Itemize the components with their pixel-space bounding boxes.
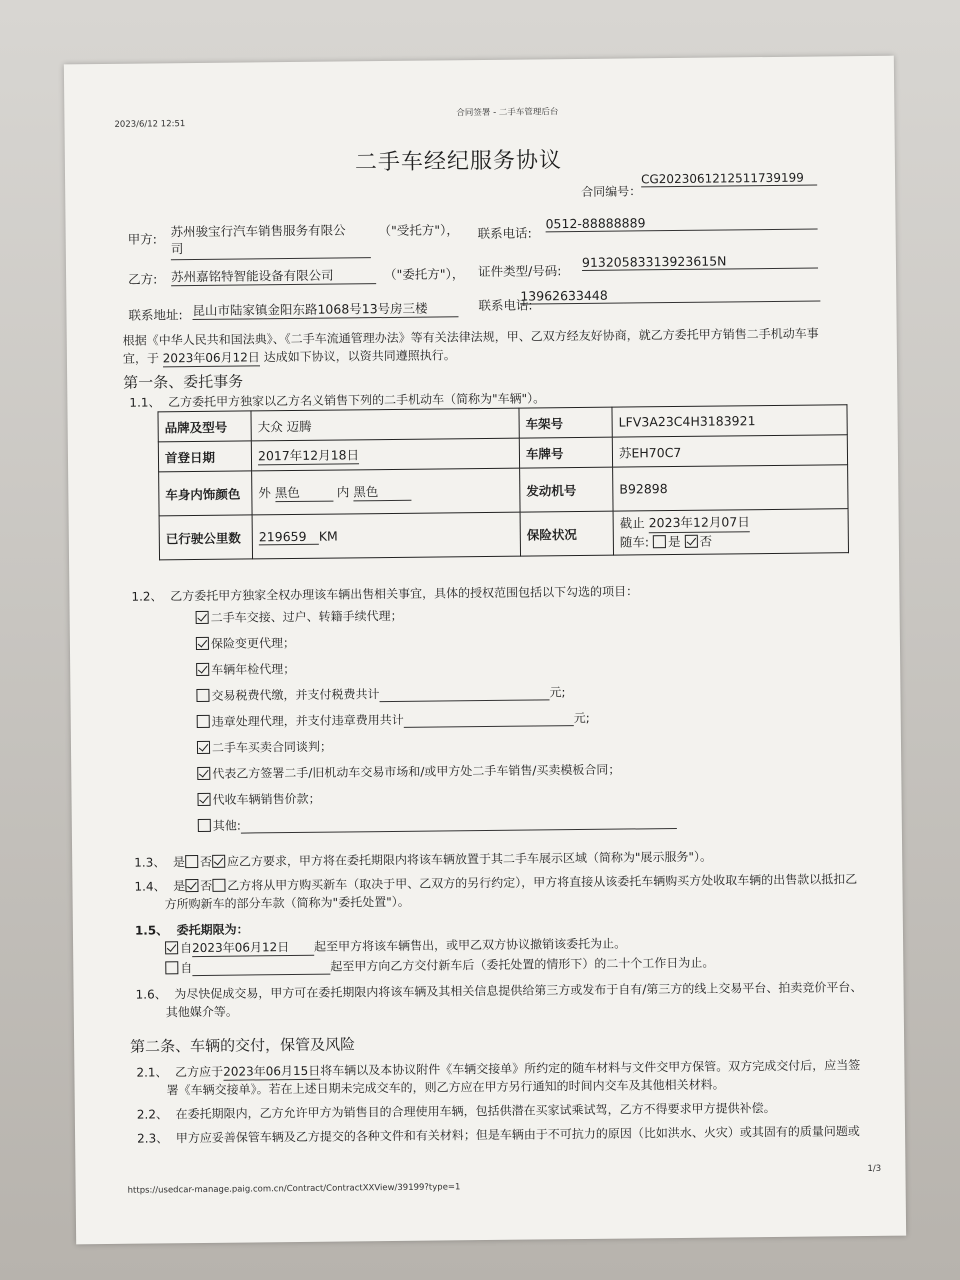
option-insurance-change: 保险变更代理； — [196, 634, 295, 652]
clause-1-2: 1.2、 乙方委托甲方独家全权办理该车辆出售相关事宜，具体的授权范围包括以下勾选的项目： — [131, 584, 639, 604]
with-car-yes-checkbox[interactable] — [653, 535, 666, 548]
clause-1-1: 1.1、 乙方委托甲方独家以乙方名义销售下列的二手机动车（简称为"车辆"）。 — [129, 391, 546, 410]
vehicle-info-table — [157, 404, 849, 560]
print-timestamp: 2023/6/12 12:51 — [114, 119, 186, 130]
value-vin: LFV3A23C4H3183921 — [612, 405, 847, 437]
party-a-phone-label: 联系电话: — [477, 225, 532, 242]
party-a-phone: 0512-88888889 — [545, 213, 817, 232]
label-color: 车身内饰颜色 — [159, 471, 252, 516]
party-b-name: 苏州嘉铭特智能设备有限公司 — [171, 265, 376, 286]
clause-2-1: 2.1、 乙方应于2023年06月15日将车辆以及本协议附件《车辆交接单》所约定的随车材料与文件交甲方保管。双方完成交付后，应当签 — [136, 1058, 861, 1080]
option-transfer: 二手车交接、过户、转籍手续代理； — [196, 607, 403, 626]
address-value: 昆山市陆家镇金阳东路1068号13号房三楼 — [192, 298, 458, 320]
value-brand-model: 大众 迈腾 — [251, 408, 519, 441]
option-violation-handling: 违章处理代理，并支付违章费用共计 元; — [197, 709, 590, 730]
id-type-label: 证件类型/号码: — [477, 263, 562, 280]
contract-number-label: 合同编号： — [581, 184, 642, 199]
section-1-heading: 第一条、委托事务 — [123, 372, 244, 392]
option-collect-payment: 代收车辆销售价款； — [197, 790, 320, 808]
clause-2-3: 2.3、 甲方应妥善保管车辆及乙方提交的各种文件和有关材料；但是车辆由于不可抗力的原因（比如洪水、火灾）或其固有的质量问题或 — [137, 1124, 860, 1146]
clause-1-6: 1.6、 为尽快促成交易，甲方可在委托期限内将该车辆及其相关信息提供给第三方或发布于自有/第三方的线上交易平台、拍卖竞价平台、 — [135, 980, 863, 1002]
label-insurance: 保险状况 — [520, 511, 613, 556]
party-b-role: （"委托方"）， — [383, 266, 465, 283]
option-sale-contract: 二手车买卖合同谈判； — [197, 738, 332, 756]
id-number: 91320583313923615N — [582, 252, 818, 270]
label-plate: 车牌号 — [519, 437, 612, 468]
label-mileage: 已行驶公里数 — [159, 515, 252, 560]
term-option-1: 自2023年06月12日 起至甲方将该车辆售出，或甲乙双方协议撤销该委托为止。 — [165, 935, 626, 958]
value-plate: 苏EH70C7 — [612, 435, 847, 467]
party-b-label: 乙方: — [128, 271, 158, 287]
clause-1-4: 1.4、 是 否 乙方将从甲方购买新车（取决于甲、乙双方的另行约定），甲方将直接从该委托车辆购买方处收取车辆的出售款以抵扣乙 — [134, 872, 858, 894]
party-b-phone-label: 联系电话: — [478, 297, 533, 314]
value-first-registration: 2017年12月18日 — [251, 438, 519, 471]
clause-1-3: 1.3、 是 否 应乙方要求，甲方将在委托期限内将该车辆放置于其二手车展示区域（简称为"展示服务"）。 — [134, 849, 713, 870]
option-other: 其他: — [198, 812, 677, 834]
label-brand-model: 品牌及型号 — [158, 411, 251, 442]
term-option-2: 自 起至甲方向乙方交付新车后（委托处置的情形下）的二十个工作日为止。 — [165, 954, 714, 977]
party-a-name: 苏州骏宝行汽车销售服务有限公 司 — [170, 222, 346, 257]
address-label: 联系地址: — [128, 307, 183, 323]
clause-1-4-cont: 方所购新车的部分车款（简称为"委托处置"）。 — [164, 894, 410, 912]
preamble-line2: 宜，于 2023年06月12日 达成如下协议，以资共同遵照执行。 — [122, 348, 456, 366]
value-insurance: 截止 2023年12月07日 随车: 是 否 — [613, 509, 848, 555]
party-a-role: （"受托方"）， — [378, 222, 459, 239]
label-first-registration: 首登日期 — [158, 441, 251, 472]
clause-1-5: 1.5、 委托期限为： — [134, 922, 249, 938]
section-2-heading: 第二条、车辆的交付，保管及风险 — [130, 1035, 356, 1056]
with-car-no-checkbox[interactable] — [685, 535, 698, 548]
footer-url: https://usedcar-manage.paig.com.cn/Contract/ContractXXView/39199?type=1 — [127, 1182, 461, 1196]
value-mileage: 219659 KM — [252, 512, 520, 559]
clause-2-1-cont: 署《车辆交接单》。若在上述日期未完成交车的，则乙方应在甲方另行通知的时间内交车及其他相关材料。 — [166, 1077, 725, 1098]
clause-2-2: 2.2、 在委托期限内，乙方允许甲方为销售目的合理使用车辆，包括供潜在买家试乘试驾，乙方不得要求甲方提供补偿。 — [136, 1100, 776, 1122]
option-annual-inspection: 车辆年检代理； — [196, 660, 295, 678]
preamble-line1: 根据《中华人民共和国法典》、《二手车流通管理办法》等有关法律法规，甲、乙双方经友好协商，就乙方委托甲方销售二手机动车事 — [122, 326, 819, 348]
document-title: 二手车经纪服务协议 — [354, 148, 563, 176]
contract-number-value: CG2023061212511739199 — [641, 170, 817, 187]
party-b-phone: 13962633448 — [520, 285, 820, 304]
clause-1-6-cont: 其他媒介等。 — [165, 1004, 238, 1020]
label-engine: 发动机号 — [520, 467, 613, 512]
party-a-label: 甲方: — [127, 231, 157, 247]
option-sign-market-contract: 代表乙方签署二手/旧机动车交易市场和/或甲方处二手车销售/买卖模板合同； — [197, 761, 620, 782]
print-header-title: 合同签署 - 二手车管理后台 — [456, 107, 559, 119]
value-color: 外 黑色 内 黑色 — [252, 468, 520, 515]
option-tax-payment: 交易税费代缴，并支付税费共计 元; — [196, 683, 565, 704]
document-page — [64, 56, 906, 1245]
page-number: 1/3 — [867, 1163, 882, 1175]
label-vin: 车架号 — [519, 407, 612, 438]
value-engine: B92898 — [613, 465, 848, 511]
